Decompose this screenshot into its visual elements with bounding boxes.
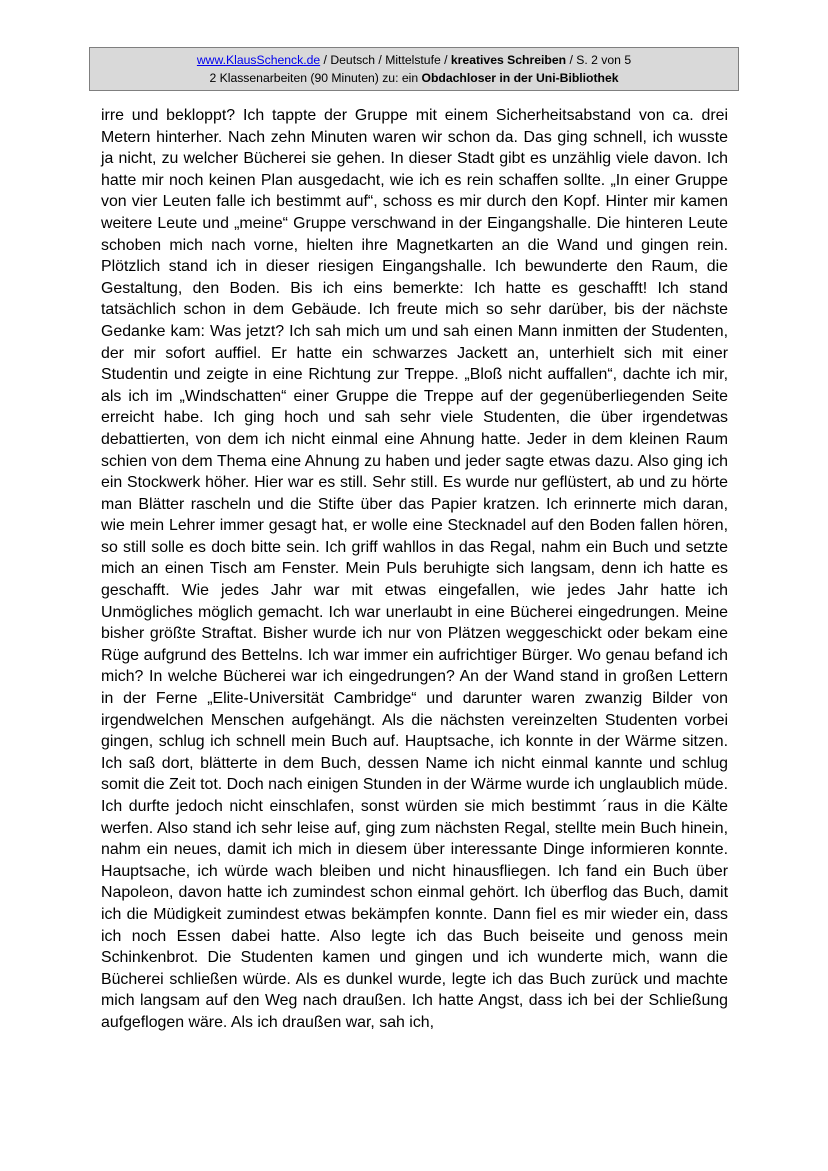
site-link[interactable]: www.KlausSchenck.de xyxy=(196,53,321,67)
header-document-title: Obdachloser in der Uni-Bibliothek xyxy=(421,71,619,85)
header-page-info: / S. 2 von 5 xyxy=(566,53,632,67)
header-exam-info: 2 Klassenarbeiten (90 Minuten) zu: ein xyxy=(209,71,422,85)
header-line-2 xyxy=(90,69,738,87)
header-line-1 xyxy=(90,51,738,69)
page-header xyxy=(89,47,739,91)
body-paragraph: irre und bekloppt? Ich tappte der Gruppe mit einem Sicherheitsabstand von ca. drei Metern hinterher. Nach zehn Minuten waren wir schon da. Das ging schnell, ich wusste ja nicht, zu welcher Bücherei sie gehen. In dieser Stadt gibt es unzählig viele davon. Ich hatte mir noch keinen Plan ausgedacht, wie ich es rein schaffen sollte. „In einer Gruppe von vier Leuten falle ich bestimmt auf“, schoss es mir durch den Kopf. Hinter mir kamen weitere Leute und „meine“ Gruppe verschwand in der Eingangshalle. Die hinteren Leute schoben mich nach vorne, hielten ihre Magnetkarten an die Wand und gingen rein. Plötzlich stand ich in dieser riesigen Eingangshalle. Ich bewunderte den Raum, die Gestaltung, den Boden. Bis ich eins bemerkte: Ich hatte es geschafft! Ich stand tatsächlich schon in dem Gebäude. Ich freute mich so sehr darüber, bis der nächste Gedanke kam: Was jetzt? Ich sah mich um und sah einen Mann inmitten der Studenten, der mir sofort auffiel. Er hatte ein schwarzes Jackett an, unterhielt sich mit einer Studentin und zeigte in eine Richtung zur Treppe. „Bloß nicht auffallen“, dachte ich mir, als ich im „Windschatten“ einer Gruppe die Treppe auf der gegenüberliegenden Seite erreicht habe. Ich ging hoch und sah sehr viele Studenten, die über irgendetwas debattierten, von dem ich nicht einmal eine Ahnung hatte. Jeder in dem kleinen Raum schien von dem Thema eine Ahnung zu haben und jeder sagte etwas dazu. Also ging ich ein Stockwerk höher. Hier war es still. Sehr still. Es wurde nur geflüstert, ab und zu hörte man Blätter rascheln und die Stifte über das Papier kratzen. Ich erinnerte mich daran, wie mein Lehrer immer gesagt hat, er wolle eine Stecknadel auf den Boden fallen hören, so still solle es doch bitte sein. Ich griff wahllos in das Regal, nahm ein Buch und setzte mich an einen Tisch am Fenster. Mein Puls beruhigte sich langsam, denn ich hatte es geschafft. Wie jedes Jahr war mit etwas eingefallen, wie jedes Jahr hatte ich Unmögliches möglich gemacht. Ich war unerlaubt in eine Bücherei eingedrungen. Meine bisher größte Straftat. Bisher wurde ich nur von Plätzen weggeschickt oder bekam eine Rüge aufgrund des Bettelns. Ich war immer ein aufrichtiger Bürger. Wo genau befand ich mich? In welche Bücherei war ich eingedrungen? An der Wand stand in großen Lettern in der Ferne „Elite-Universität Cambridge“ und darunter waren zwanzig Bilder von irgendwelchen Menschen aufgehängt. Als die nächsten vereinzelten Studenten vorbei gingen, schlug ich schnell mein Buch auf. Hauptsache, ich konnte in der Wärme sitzen. Ich saß dort, blätterte in dem Buch, dessen Name ich nicht einmal kannte und schlug somit die Zeit tot. Doch nach einigen Stunden in der Wärme wurde ich unglaublich müde. Ich durfte jedoch nicht einschlafen, sonst würden sie mich bestimmt ´raus in die Kälte werfen. Also stand ich sehr leise auf, ging zum nächsten Regal, stellte mein Buch hinein, nahm ein neues, damit ich mich in diesem über interessante Dinge informieren konnte. Hauptsache, ich würde wach bleiben und nicht hinausfliegen. Ich fand ein Buch über Napoleon, davon hatte ich zumindest schon einmal gehört. Ich überflog das Buch, damit ich die Müdigkeit zumindest etwas bekämpfen konnte. Dann fiel es mir wieder ein, dass ich noch Essen dabei hatte. Also legte ich das Buch beiseite und genoss mein Schinkenbrot. Die Studenten kamen und gingen und ich wunderte mich, wann die Bücherei schließen würde. Als es dunkel wurde, legte ich das Buch zurück und machte mich langsam auf den Weg nach draußen. Ich hatte Angst, dass ich bei der Schließung aufgeflogen wäre. Als ich draußen war, sah ich, xyxy=(101,107,728,1031)
header-topic: kreatives Schreiben xyxy=(450,53,567,67)
header-breadcrumb: / Deutsch / Mittelstufe / xyxy=(320,53,451,67)
